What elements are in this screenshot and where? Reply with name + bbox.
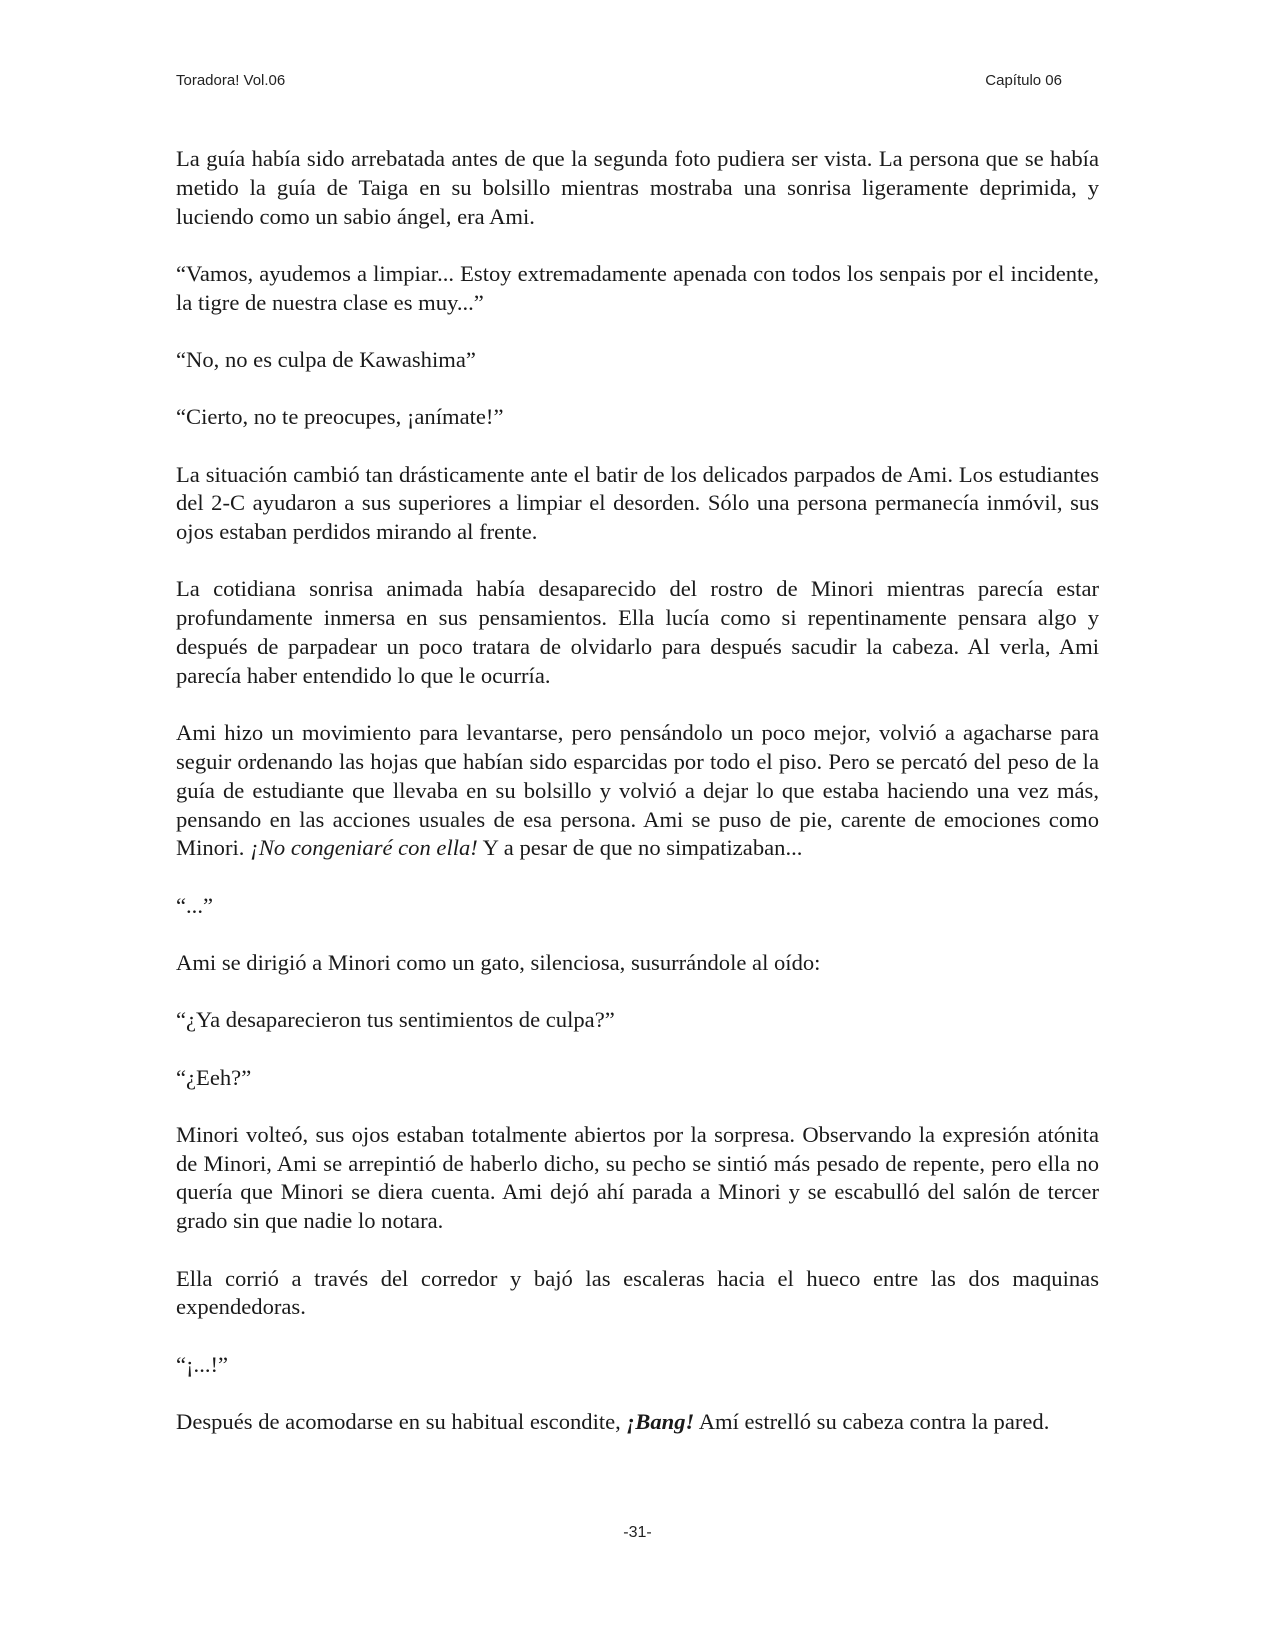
paragraph-6: La cotidiana sonrisa animada había desaparecido del rostro de Minori mientras parecía estar profundamente inmersa en sus pensamientos. Ella lucía como si repentinamente pensara algo y después de parpadear un poco tratara de olvidarlo para después sacudir la cabeza. Al verla, Ami parecía haber entendido lo que le ocurría. [176,576,1099,688]
paragraph-7-italic-thought: ¡No congeniaré con ella! [250,835,478,861]
paragraph-5: La situación cambió tan drásticamente ante el batir de los delicados parpados de Ami. Los estudiantes del 2-C ayudaron a sus superiores a limpiar el desorden. Sólo una persona permanecía inmóvil, sus ojos estaban perdidos mirando al frente. [176,461,1099,545]
paragraph-2: “Vamos, ayudemos a limpiar... Estoy extremadamente apenada con todos los senpais por el incidente, la tigre de nuestra clase es muy...” [176,260,1099,315]
page-header [176,72,1062,96]
paragraph-4: “Cierto, no te preocupes, ¡anímate!” [176,404,504,430]
paragraph-13: Ella corrió a través del corredor y bajó las escaleras hacia el hueco entre las dos maquinas expendedoras. [176,1265,1099,1320]
header-chapter: Capítulo 06 [985,72,1062,89]
paragraph-7-text: Ami hizo un movimiento para levantarse, pero pensándolo un poco mejor, volvió a agacharse para seguir ordenando las hojas que habían sido esparcidas por todo el piso. Pero se percató del peso de la guía de estudiante que llevaba en su bolsillo y volvió a dejar lo que estaba haciendo una vez más, pensando en las acciones usuales de esa persona. Ami se puso de pie, carente de emociones como Minori. [176,720,1099,861]
header-book-title: Toradora! Vol.06 [176,72,286,89]
paragraph-15-bang: ¡Bang! [626,1408,695,1434]
paragraph-9: Ami se dirigió a Minori como un gato, silenciosa, susurrándole al oído: [176,949,821,975]
page-number: -31- [623,1524,652,1541]
paragraph-15 [176,1408,1099,1437]
page-body [176,145,1099,1465]
paragraph-15-text-end: Amí estrelló su cabeza contra la pared. [694,1408,1050,1434]
paragraph-7 [176,719,1099,863]
paragraph-14: “¡...!” [176,1351,229,1377]
paragraph-12: Minori volteó, sus ojos estaban totalmente abiertos por la sorpresa. Observando la expresión atónita de Minori, Ami se arrepintió de haberlo dicho, su pecho se sintió más pesado de repente, pero ella no quería que Minori se diera cuenta. Ami dejó ahí parada a Minori y se escabulló del salón de tercer grado sin que nadie lo notara. [176,1121,1099,1234]
paragraph-15-text: Después de acomodarse en su habitual escondite, [176,1408,627,1434]
paragraph-10: “¿Ya desaparecieron tus sentimientos de culpa?” [176,1007,615,1033]
paragraph-8: “...” [176,892,214,918]
paragraph-11: “¿Eeh?” [176,1064,252,1090]
paragraph-7-text-end: Y a pesar de que no simpatizaban... [477,835,803,861]
paragraph-3: “No, no es culpa de Kawashima” [176,346,476,372]
paragraph-1: La guía había sido arrebatada antes de que la segunda foto pudiera ser vista. La persona que se había metido la guía de Taiga en su bolsillo mientras mostraba una sonrisa ligeramente deprimida, y luciendo como un sabio ángel, era Ami. [176,146,1099,229]
